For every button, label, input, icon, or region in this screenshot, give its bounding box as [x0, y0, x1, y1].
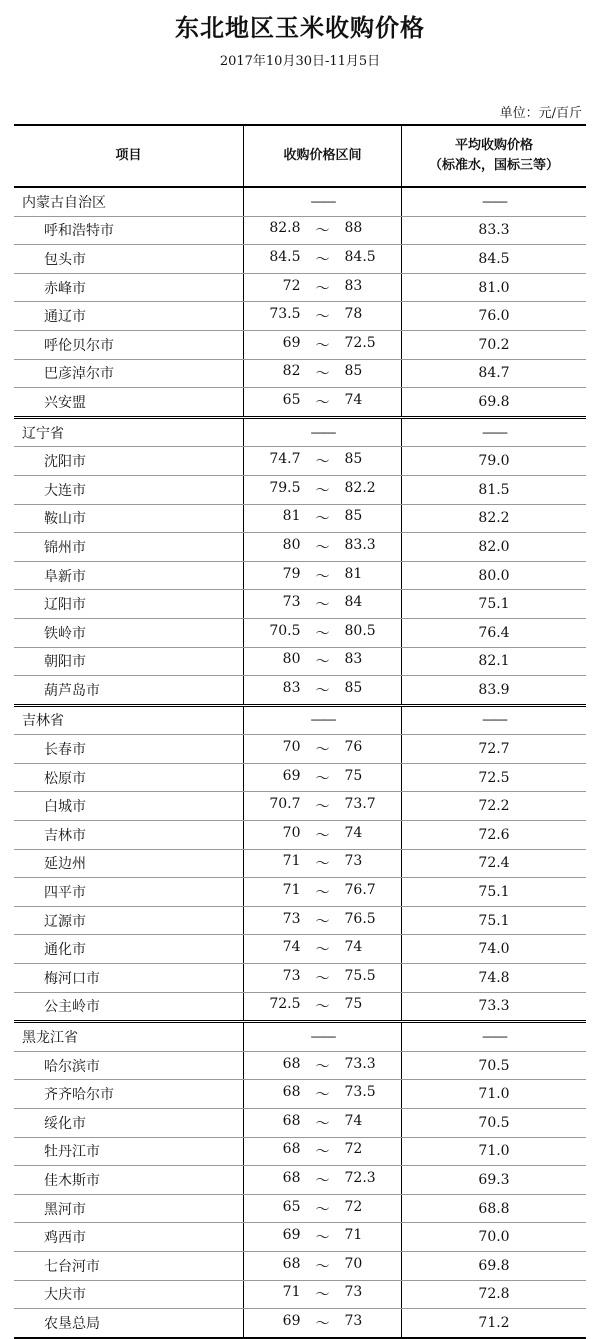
table-row	[14, 1223, 586, 1252]
table-row	[14, 562, 586, 591]
city-name: 朝阳市	[14, 648, 244, 676]
price-range	[253, 451, 393, 471]
average-price: 69.8	[478, 393, 510, 410]
city-name: 七台河市	[14, 1252, 244, 1280]
price-range	[253, 537, 393, 557]
table-row	[14, 1138, 586, 1167]
city-name: 齐齐哈尔市	[14, 1080, 244, 1108]
range-high: 84.5	[344, 248, 376, 265]
table-row	[14, 935, 586, 964]
range-tilde: ～	[315, 539, 330, 556]
price-range	[253, 278, 393, 298]
header-item: 项目	[14, 126, 244, 186]
range-low: 80	[282, 536, 301, 553]
city-name: 鸡西市	[14, 1223, 244, 1251]
range-low: 82	[282, 363, 301, 380]
table-row	[14, 217, 586, 246]
range-tilde: ～	[315, 1287, 330, 1304]
price-range	[253, 1284, 393, 1304]
range-high: 72.5	[344, 334, 376, 351]
average-price: 72.5	[478, 769, 510, 786]
price-range	[253, 882, 393, 902]
table-row	[14, 505, 586, 534]
range-tilde: ～	[315, 913, 330, 930]
range-high: 74	[344, 939, 363, 956]
price-range	[253, 594, 393, 614]
range-high: 83	[344, 651, 363, 668]
range-low: 69	[282, 767, 301, 784]
price-range	[253, 1084, 393, 1104]
average-dash: ——	[482, 712, 506, 729]
average-price: 72.7	[478, 741, 510, 758]
range-low: 68	[282, 1141, 301, 1158]
average-price: 74.0	[478, 941, 510, 958]
region-name: 黑龙江省	[14, 1023, 244, 1051]
range-dash: ——	[310, 1029, 335, 1046]
range-high: 75.5	[344, 967, 376, 984]
city-name: 赤峰市	[14, 274, 244, 302]
range-low: 65	[282, 1198, 301, 1215]
average-price: 70.5	[478, 1057, 510, 1074]
range-tilde: ～	[315, 970, 330, 987]
range-dash: ——	[310, 424, 335, 441]
city-name: 绥化市	[14, 1109, 244, 1137]
range-low: 68	[282, 1169, 301, 1186]
city-name: 延边州	[14, 850, 244, 878]
average-price: 70.2	[478, 336, 510, 353]
price-range	[253, 249, 393, 269]
range-high: 82.2	[344, 479, 376, 496]
table-row	[14, 1195, 586, 1224]
city-name: 梅河口市	[14, 964, 244, 992]
header-average-line2: （标准水，国标三等）	[428, 158, 559, 173]
range-dash: ——	[310, 712, 335, 729]
table-row	[14, 1281, 586, 1310]
table-row	[14, 360, 586, 389]
range-tilde: ～	[315, 1201, 330, 1218]
city-name: 农垦总局	[14, 1309, 244, 1337]
range-tilde: ～	[315, 682, 330, 699]
average-price: 82.1	[478, 653, 510, 670]
city-name: 佳木斯市	[14, 1166, 244, 1194]
average-price: 73.3	[478, 998, 510, 1015]
table-row	[14, 274, 586, 303]
price-range	[253, 768, 393, 788]
table-row	[14, 878, 586, 907]
date-range: 2017年10月30日-11月5日	[219, 54, 381, 69]
city-name: 阜新市	[14, 562, 244, 590]
table-row	[14, 331, 586, 360]
average-price: 72.6	[478, 826, 510, 843]
price-range	[253, 508, 393, 528]
price-range	[253, 1313, 393, 1333]
table-row	[14, 821, 586, 850]
range-low: 73.5	[269, 306, 301, 323]
price-range	[253, 392, 393, 412]
table-row	[14, 648, 586, 677]
table-body	[14, 188, 586, 1337]
region-name: 吉林省	[14, 707, 244, 735]
table-row	[14, 792, 586, 821]
range-low: 70	[282, 824, 301, 841]
table-row	[14, 735, 586, 764]
average-price: 76.0	[478, 308, 510, 325]
price-range	[253, 480, 393, 500]
range-tilde: ～	[315, 1258, 330, 1275]
price-range	[253, 680, 393, 700]
range-tilde: ～	[315, 337, 330, 354]
range-tilde: ～	[315, 654, 330, 671]
price-range	[253, 623, 393, 643]
range-low: 68	[282, 1255, 301, 1272]
price-range	[253, 739, 393, 759]
table-row	[14, 1252, 586, 1281]
range-tilde: ～	[315, 251, 330, 268]
average-price: 84.5	[478, 250, 510, 267]
table-row	[14, 993, 586, 1024]
range-high: 74	[344, 391, 363, 408]
average-price: 75.1	[478, 596, 510, 613]
range-tilde: ～	[315, 1115, 330, 1132]
range-tilde: ～	[315, 827, 330, 844]
city-name: 通辽市	[14, 302, 244, 330]
city-name: 大庆市	[14, 1281, 244, 1309]
range-low: 70.5	[269, 622, 301, 639]
city-name: 牡丹江市	[14, 1138, 244, 1166]
average-price: 83.9	[478, 681, 510, 698]
region-name: 内蒙古自治区	[14, 188, 244, 216]
table-row	[14, 302, 586, 331]
range-high: 70	[344, 1255, 363, 1272]
price-range	[253, 939, 393, 959]
range-high: 88	[344, 220, 363, 237]
price-range	[253, 1199, 393, 1219]
table-row	[14, 1109, 586, 1138]
city-name: 兴安盟	[14, 388, 244, 416]
range-tilde: ～	[315, 597, 330, 614]
average-price: 72.8	[478, 1286, 510, 1303]
range-high: 84	[344, 594, 363, 611]
price-range	[253, 825, 393, 845]
range-tilde: ～	[315, 482, 330, 499]
region-row	[14, 188, 586, 217]
range-low: 80	[282, 651, 301, 668]
range-high: 75	[344, 767, 363, 784]
city-name: 葫芦岛市	[14, 676, 244, 704]
average-price: 71.0	[478, 1143, 510, 1160]
city-name: 吉林市	[14, 821, 244, 849]
range-high: 85	[344, 363, 363, 380]
range-high: 85	[344, 451, 363, 468]
range-low: 79	[282, 565, 301, 582]
table-row	[14, 1080, 586, 1109]
average-price: 79.0	[478, 453, 510, 470]
city-name: 公主岭市	[14, 993, 244, 1021]
range-high: 73.3	[344, 1055, 376, 1072]
city-name: 锦州市	[14, 533, 244, 561]
range-low: 81	[282, 508, 301, 525]
range-high: 73	[344, 1284, 363, 1301]
range-high: 73.5	[344, 1084, 376, 1101]
range-low: 71	[282, 853, 301, 870]
city-name: 辽阳市	[14, 590, 244, 618]
average-price: 75.1	[478, 912, 510, 929]
range-tilde: ～	[315, 625, 330, 642]
range-tilde: ～	[315, 1172, 330, 1189]
range-low: 73	[282, 594, 301, 611]
range-high: 76.5	[344, 910, 376, 927]
range-high: 76	[344, 739, 363, 756]
range-high: 73	[344, 853, 363, 870]
range-high: 72	[344, 1141, 363, 1158]
average-price: 72.4	[478, 855, 510, 872]
table-row	[14, 1309, 586, 1337]
city-name: 长春市	[14, 735, 244, 763]
city-name: 呼和浩特市	[14, 217, 244, 245]
range-low: 72	[282, 277, 301, 294]
range-high: 75	[344, 996, 363, 1013]
range-low: 79.5	[269, 479, 301, 496]
average-price: 80.0	[478, 567, 510, 584]
range-high: 76.7	[344, 882, 376, 899]
table-row	[14, 245, 586, 274]
city-name: 沈阳市	[14, 447, 244, 475]
average-dash: ——	[482, 193, 506, 210]
city-name: 白城市	[14, 792, 244, 820]
average-price: 84.7	[478, 365, 510, 382]
average-price: 83.3	[478, 222, 510, 239]
price-range	[253, 566, 393, 586]
table-row	[14, 964, 586, 993]
range-high: 73	[344, 1312, 363, 1329]
range-high: 72.3	[344, 1169, 376, 1186]
range-high: 71	[344, 1227, 363, 1244]
table-row	[14, 676, 586, 707]
range-low: 73	[282, 910, 301, 927]
range-low: 73	[282, 967, 301, 984]
city-name: 大连市	[14, 476, 244, 504]
city-name: 呼伦贝尔市	[14, 331, 244, 359]
range-tilde: ～	[315, 280, 330, 297]
table-row	[14, 388, 586, 419]
range-tilde: ～	[315, 1230, 330, 1247]
range-low: 70	[282, 739, 301, 756]
average-price: 82.2	[478, 510, 510, 527]
table-row	[14, 907, 586, 936]
average-dash: ——	[482, 424, 506, 441]
table-row	[14, 533, 586, 562]
city-name: 四平市	[14, 878, 244, 906]
price-table	[14, 124, 586, 1339]
price-range	[253, 911, 393, 931]
region-row	[14, 1023, 586, 1052]
price-range	[253, 796, 393, 816]
range-tilde: ～	[315, 1315, 330, 1332]
city-name: 黑河市	[14, 1195, 244, 1223]
range-low: 69	[282, 334, 301, 351]
table-row	[14, 476, 586, 505]
range-tilde: ～	[315, 1144, 330, 1161]
price-range	[253, 306, 393, 326]
range-low: 70.7	[269, 796, 301, 813]
city-name: 铁岭市	[14, 619, 244, 647]
range-low: 84.5	[269, 248, 301, 265]
average-price: 69.8	[478, 1257, 510, 1274]
range-tilde: ～	[315, 770, 330, 787]
average-price: 68.8	[478, 1200, 510, 1217]
average-price: 81.5	[478, 481, 510, 498]
price-range	[253, 1256, 393, 1276]
price-range	[253, 335, 393, 355]
table-header	[14, 126, 586, 188]
average-price: 81.0	[478, 279, 510, 296]
table-row	[14, 1166, 586, 1195]
table-row	[14, 447, 586, 476]
table-row	[14, 850, 586, 879]
price-range	[253, 853, 393, 873]
range-low: 69	[282, 1227, 301, 1244]
region-row	[14, 707, 586, 736]
average-price: 72.2	[478, 798, 510, 815]
region-name: 辽宁省	[14, 419, 244, 447]
range-tilde: ～	[315, 1087, 330, 1104]
average-price: 75.1	[478, 884, 510, 901]
average-price: 71.2	[478, 1314, 510, 1331]
range-low: 68	[282, 1112, 301, 1129]
header-average	[402, 126, 586, 186]
range-low: 68	[282, 1084, 301, 1101]
range-tilde: ～	[315, 511, 330, 528]
table-row	[14, 590, 586, 619]
price-range	[253, 996, 393, 1016]
table-row	[14, 1052, 586, 1081]
price-range	[253, 1113, 393, 1133]
range-tilde: ～	[315, 366, 330, 383]
range-tilde: ～	[315, 223, 330, 240]
range-low: 83	[282, 679, 301, 696]
range-low: 71	[282, 882, 301, 899]
range-low: 74	[282, 939, 301, 956]
average-price: 70.5	[478, 1114, 510, 1131]
price-range	[253, 220, 393, 240]
unit-label: 单位：元/百斤	[499, 106, 582, 121]
average-price: 76.4	[478, 624, 510, 641]
range-low: 72.5	[269, 996, 301, 1013]
range-high: 74	[344, 824, 363, 841]
range-tilde: ～	[315, 568, 330, 585]
range-tilde: ～	[315, 999, 330, 1016]
range-tilde: ～	[315, 309, 330, 326]
range-low: 65	[282, 391, 301, 408]
price-range	[253, 1056, 393, 1076]
average-price: 74.8	[478, 969, 510, 986]
average-price: 69.3	[478, 1171, 510, 1188]
table-row	[14, 764, 586, 793]
city-name: 通化市	[14, 935, 244, 963]
region-row	[14, 419, 586, 448]
range-low: 74.7	[269, 451, 301, 468]
range-high: 83.3	[344, 536, 376, 553]
range-high: 81	[344, 565, 363, 582]
price-range	[253, 363, 393, 383]
average-price: 82.0	[478, 538, 510, 555]
range-high: 72	[344, 1198, 363, 1215]
range-tilde: ～	[315, 394, 330, 411]
range-high: 74	[344, 1112, 363, 1129]
range-dash: ——	[310, 193, 335, 210]
header-range: 收购价格区间	[244, 126, 402, 186]
price-range	[253, 1141, 393, 1161]
range-tilde: ～	[315, 885, 330, 902]
range-high: 73.7	[344, 796, 376, 813]
range-tilde: ～	[315, 1058, 330, 1075]
average-dash: ——	[482, 1029, 506, 1046]
city-name: 哈尔滨市	[14, 1052, 244, 1080]
city-name: 巴彦淖尔市	[14, 360, 244, 388]
range-high: 85	[344, 508, 363, 525]
range-high: 85	[344, 679, 363, 696]
city-name: 松原市	[14, 764, 244, 792]
city-name: 辽源市	[14, 907, 244, 935]
range-tilde: ～	[315, 856, 330, 873]
range-high: 80.5	[344, 622, 376, 639]
city-name: 包头市	[14, 245, 244, 273]
range-tilde: ～	[315, 454, 330, 471]
range-low: 69	[282, 1312, 301, 1329]
page-title: 东北地区玉米收购价格	[175, 14, 425, 42]
price-range	[253, 1170, 393, 1190]
range-low: 71	[282, 1284, 301, 1301]
average-price: 71.0	[478, 1086, 510, 1103]
city-name: 鞍山市	[14, 505, 244, 533]
average-price: 70.0	[478, 1229, 510, 1246]
range-low: 82.8	[269, 220, 301, 237]
range-high: 83	[344, 277, 363, 294]
price-range	[253, 651, 393, 671]
range-low: 68	[282, 1055, 301, 1072]
header-average-line1: 平均收购价格	[454, 138, 533, 153]
range-tilde: ～	[315, 742, 330, 759]
price-range	[253, 968, 393, 988]
range-high: 78	[344, 306, 363, 323]
range-tilde: ～	[315, 942, 330, 959]
table-row	[14, 619, 586, 648]
range-tilde: ～	[315, 799, 330, 816]
price-range	[253, 1227, 393, 1247]
